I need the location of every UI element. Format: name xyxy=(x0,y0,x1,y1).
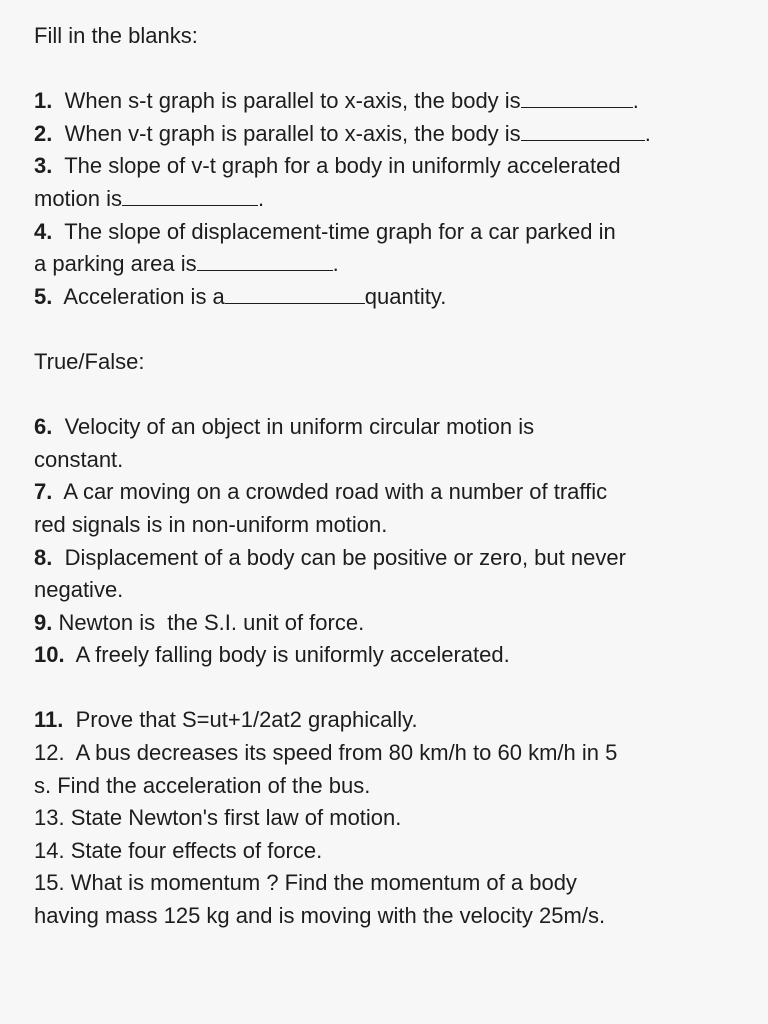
answer-blank[interactable] xyxy=(521,89,633,108)
question-text-line1: Velocity of an object in uniform circular motion is xyxy=(64,414,535,440)
answer-blank[interactable] xyxy=(225,285,365,304)
question-number: 4. xyxy=(34,218,53,244)
question-9 xyxy=(34,607,734,640)
question-text-line2: s. Find the acceleration of the bus. xyxy=(34,772,371,798)
question-text-line2: motion is xyxy=(34,185,123,211)
question-3 xyxy=(34,150,734,183)
question-1 xyxy=(34,85,734,118)
question-text-line1: The slope of displacement-time graph for a car parked in xyxy=(64,218,616,244)
question-text-line1: The slope of v-t graph for a body in uniformly accelerated xyxy=(64,153,621,179)
question-5 xyxy=(34,281,734,314)
question-text: When v-t graph is parallel to x-axis, the body is xyxy=(64,120,521,146)
question-12-continued xyxy=(34,770,734,803)
question-text: State Newton's first law of motion. xyxy=(70,805,402,831)
question-number: 10. xyxy=(34,642,65,668)
question-text-line1: What is momentum ? Find the momentum of a body xyxy=(70,870,577,896)
question-text: Prove that S=ut+1/2at2 graphically. xyxy=(75,707,418,733)
answer-blank[interactable] xyxy=(197,252,333,271)
question-number: 15. xyxy=(34,870,65,896)
spacer xyxy=(34,672,734,705)
question-text-line2: negative. xyxy=(34,577,124,603)
question-text-line2: having mass 125 kg and is moving with the velocity 25m/s. xyxy=(34,903,606,929)
question-11 xyxy=(34,704,734,737)
question-number: 9. xyxy=(34,609,53,635)
question-text: When s-t graph is parallel to x-axis, the body is xyxy=(64,88,521,114)
question-12 xyxy=(34,737,734,770)
fill-in-blanks-heading: Fill in the blanks: xyxy=(34,23,198,48)
question-3-continued xyxy=(34,183,734,216)
answer-blank[interactable] xyxy=(521,122,645,141)
question-number: 1. xyxy=(34,88,53,114)
question-15-continued xyxy=(34,900,734,933)
question-6-continued xyxy=(34,444,734,477)
question-text-line1: Displacement of a body can be positive or zero, but never xyxy=(64,544,626,570)
question-text-line1: A car moving on a crowded road with a number of traffic xyxy=(63,479,608,505)
question-2 xyxy=(34,118,734,151)
question-number: 3. xyxy=(34,153,53,179)
true-false-heading: True/False: xyxy=(34,348,145,374)
spacer xyxy=(34,379,734,412)
question-end: quantity. xyxy=(364,283,447,309)
question-number: 11. xyxy=(34,707,64,733)
question-number: 2. xyxy=(34,120,53,146)
question-4 xyxy=(34,216,734,249)
question-number: 5. xyxy=(34,283,53,309)
question-text-line2: red signals is in non-uniform motion. xyxy=(34,511,388,537)
question-text-line2: constant. xyxy=(34,446,124,472)
spacer xyxy=(34,313,734,346)
question-13 xyxy=(34,802,734,835)
question-number: 12. xyxy=(34,740,65,766)
question-end: . xyxy=(258,185,265,211)
question-text: State four effects of force. xyxy=(70,837,323,863)
question-text: A freely falling body is uniformly accelerated. xyxy=(75,642,510,668)
question-number: 8. xyxy=(34,544,53,570)
question-6 xyxy=(34,411,734,444)
question-4-continued xyxy=(34,248,734,281)
question-7-continued xyxy=(34,509,734,542)
question-end: . xyxy=(332,251,339,277)
question-number: 14. xyxy=(34,837,65,863)
question-end: . xyxy=(644,120,651,146)
question-text-line2: a parking area is xyxy=(34,251,197,277)
question-number: 7. xyxy=(34,479,53,505)
question-8-continued xyxy=(34,574,734,607)
question-7 xyxy=(34,476,734,509)
question-text: Acceleration is a xyxy=(63,283,225,309)
question-15 xyxy=(34,867,734,900)
question-10 xyxy=(34,639,734,672)
question-text-line1: A bus decreases its speed from 80 km/h to 60 km/h in 5 xyxy=(75,740,618,766)
spacer xyxy=(34,53,734,86)
question-number: 13. xyxy=(34,805,65,831)
question-number: 6. xyxy=(34,414,53,440)
question-end: . xyxy=(632,88,639,114)
question-14 xyxy=(34,835,734,868)
question-text: Newton is the S.I. unit of force. xyxy=(58,609,365,635)
answer-blank[interactable] xyxy=(122,187,258,206)
question-8 xyxy=(34,542,734,575)
